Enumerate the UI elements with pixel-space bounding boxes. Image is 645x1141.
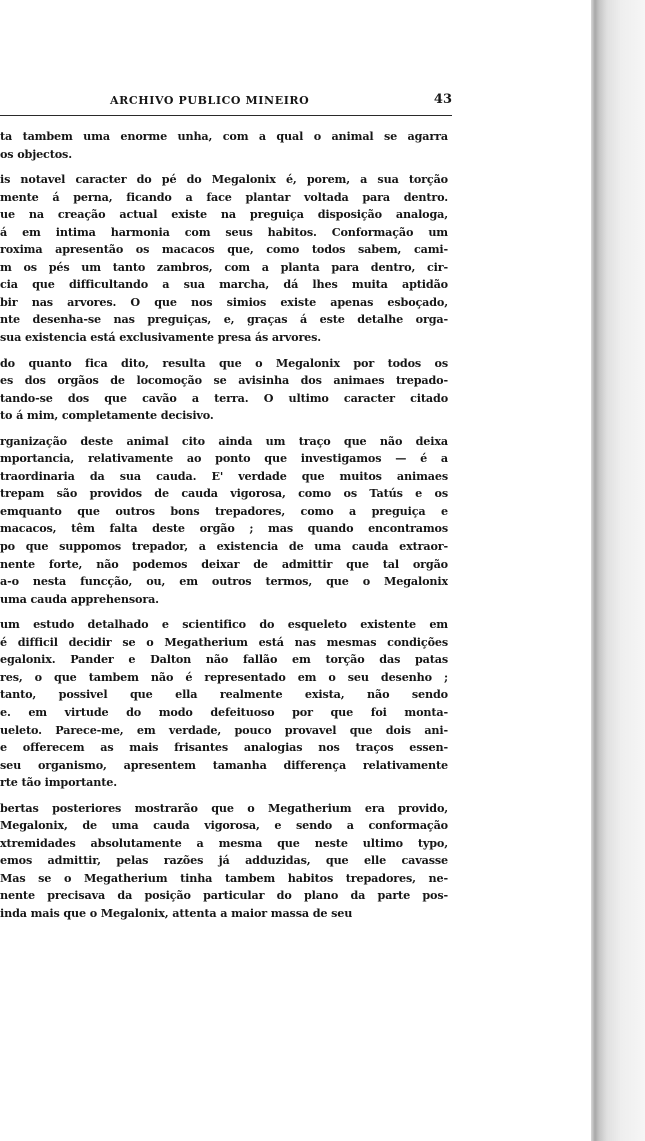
- text-line: Mas se o Megatherium tinha tambem habitos trepadores, ne-: [0, 870, 448, 885]
- text-line: um estudo detalhado e scientifico do esqueleto existente em: [0, 617, 448, 632]
- text-line: roxima apresentão os macacos que, como todos sabem, cami-: [0, 242, 448, 257]
- text-line: po que suppomos trepador, a existencia de uma cauda extraor-: [0, 539, 448, 554]
- text-line: bir nas arvores. O que nos simios existe apenas esboçado,: [0, 294, 448, 309]
- text-line: mportancia, relativamente ao ponto que investigamos — é a: [0, 451, 448, 466]
- running-title: ARCHIVO PUBLICO MINEIRO: [110, 94, 310, 107]
- paragraph: [0, 800, 448, 923]
- text-line: traordinaria da sua cauda. E' verdade que muitos animaes: [0, 468, 448, 483]
- text-line: rte tão importante.: [0, 775, 117, 790]
- header-rule: [0, 115, 452, 116]
- paragraph-gap: [0, 347, 448, 355]
- text-line: trepam são providos de cauda vigorosa, como os Tatús e os: [0, 486, 448, 501]
- text-line: cia que difficultando a sua marcha, dá lhes muita aptidão: [0, 277, 448, 292]
- text-line: is notavel caracter do pé do Megalonix é, porem, a sua torção: [0, 172, 448, 187]
- text-line: ta tambem uma enorme unha, com a qual o animal se agarra: [0, 129, 448, 143]
- text-line: rganização deste animal cito ainda um traço que não deixa: [0, 433, 448, 448]
- text-line: to á mim, completamente decisivo.: [0, 408, 214, 423]
- text-line: egalonix. Pander e Dalton não fallão em torção das patas: [0, 652, 448, 667]
- text-line: nente precisava da posição particular do plano da parte pos-: [0, 888, 448, 903]
- text-line: seu organismo, apresentem tamanha differença relativamente: [0, 757, 448, 772]
- text-line: tando-se dos que cavão a terra. O ultimo caracter citado: [0, 390, 448, 405]
- text-line: a-o nesta funcção, ou, em outros termos, que o Megalonix: [0, 574, 448, 589]
- paragraph: [0, 171, 448, 346]
- text-line: tanto, possivel que ella realmente exista, não sendo: [0, 687, 448, 702]
- text-line: m os pés um tanto zambros, com a planta para dentro, cir-: [0, 259, 448, 274]
- text-line: nente forte, não podemos deixar de admittir que tal orgão: [0, 556, 448, 571]
- paragraph: [0, 616, 448, 791]
- text-line: uma cauda apprehensora.: [0, 591, 159, 606]
- text-line: inda mais que o Megalonix, attenta a maior massa de seu: [0, 905, 353, 920]
- text-line: Megalonix, de uma cauda vigorosa, e sendo a conformação: [0, 818, 448, 833]
- paragraph-gap: [0, 792, 448, 800]
- paragraph: [0, 128, 448, 163]
- text-line: ue na creação actual existe na preguiça disposição analoga,: [0, 207, 448, 222]
- paragraph: [0, 355, 448, 425]
- text-line: e offerecem as mais frisantes analogias nos traços essen-: [0, 740, 448, 755]
- paragraph-gap: [0, 163, 448, 171]
- text-line: emquanto que outros bons trepadores, como a preguiça e: [0, 503, 448, 518]
- text-line: é difficil decidir se o Megatherium está nas mesmas condições: [0, 634, 448, 649]
- text-line: es dos orgãos de locomoção se avisinha dos animaes trepado-: [0, 373, 448, 388]
- book-gutter-shadow: [591, 0, 645, 1141]
- text-line: nte desenha-se nas preguiças, e, graças á este detalhe orga-: [0, 312, 448, 327]
- paragraph-gap: [0, 425, 448, 433]
- page-header: [0, 92, 458, 112]
- text-line: os objectos.: [0, 146, 72, 161]
- text-line: do quanto fica dito, resulta que o Megalonix por todos os: [0, 355, 448, 370]
- text-line: sua existencia está exclusivamente presa ás arvores.: [0, 330, 322, 345]
- text-line: emos admittir, pelas razões já adduzidas, que elle cavasse: [0, 853, 448, 868]
- body-text: [0, 128, 448, 923]
- text-line: á em intima harmonia com seus habitos. Conformação um: [0, 224, 448, 239]
- page-number: 43: [433, 92, 452, 107]
- text-line: mente á perna, ficando a face plantar voltada para dentro.: [0, 189, 448, 204]
- text-line: bertas posteriores mostrarão que o Megatherium era provido,: [0, 800, 448, 815]
- text-line: xtremidades absolutamente a mesma que neste ultimo typo,: [0, 835, 448, 850]
- paragraph-gap: [0, 608, 448, 616]
- text-line: e. em virtude do modo defeituoso por que foi monta-: [0, 704, 448, 719]
- text-line: ueleto. Parece-me, em verdade, pouco provavel que dois ani-: [0, 722, 448, 737]
- text-line: res, o que tambem não é representado em o seu desenho ;: [0, 669, 448, 684]
- text-line: macacos, têm falta deste orgão ; mas quando encontramos: [0, 521, 448, 536]
- paragraph: [0, 433, 448, 608]
